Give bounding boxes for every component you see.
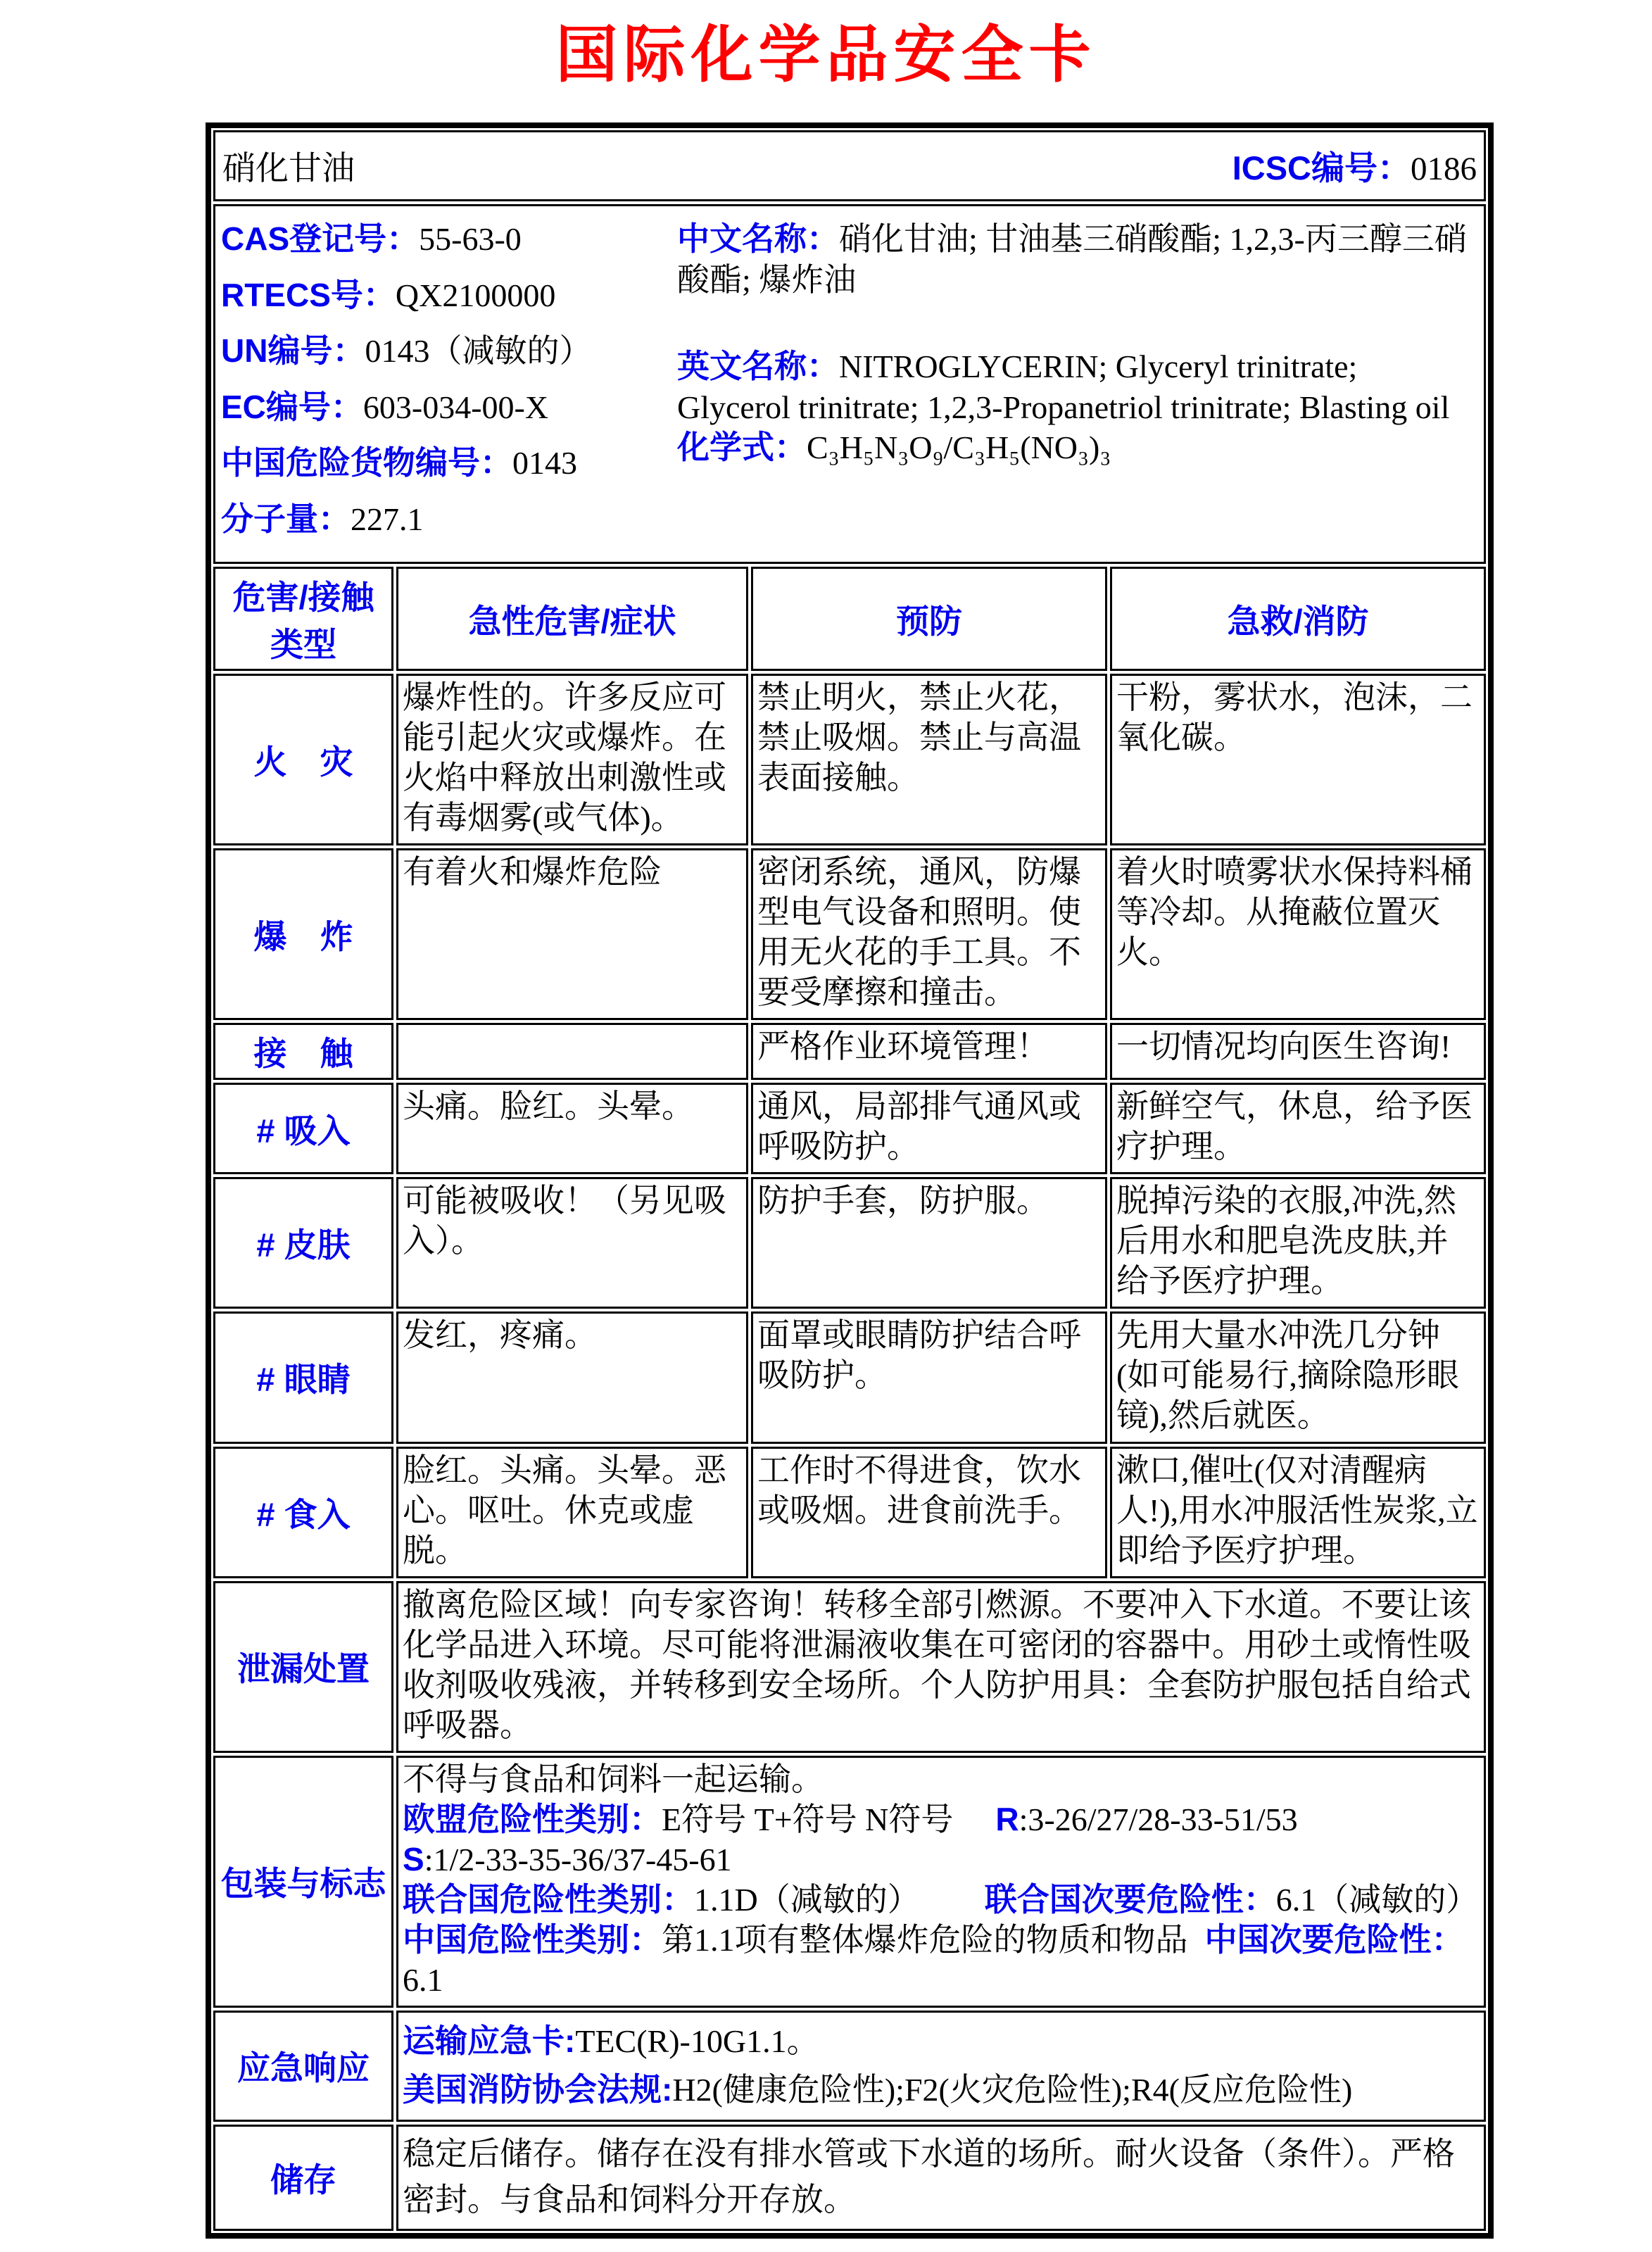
nfpa-code-label: 美国消防协会法规:: [403, 2070, 673, 2108]
cas-label: CAS登记号：: [221, 220, 420, 257]
un-class-value: 1.1D（减敏的）: [694, 1881, 920, 1918]
inhalation-symptoms: 头痛。脸红。头晕。: [396, 1083, 748, 1174]
ingestion-prevention: 工作时不得进食，饮水或吸烟。进食前洗手。: [751, 1447, 1107, 1578]
china-sub-risk-label: 中国次要危险性：: [1204, 1920, 1464, 1958]
china-class-label: 中国危险性类别：: [403, 1920, 662, 1958]
fire-symptoms: 爆炸性的。许多反应可能引起火灾或爆炸。在火焰中释放出刺激性或有毒烟雾(或气体)。: [396, 674, 748, 845]
row-label-eyes: # 眼睛: [213, 1311, 393, 1443]
substance-name: 硝化甘油: [222, 151, 355, 187]
rtecs-value: QX2100000: [395, 277, 556, 313]
skin-prevention: 防护手套，防护服。: [751, 1177, 1107, 1309]
nfpa-code-value: H2(健康危险性);F2(火灾危险性);R4(反应危险性): [672, 2071, 1353, 2108]
english-name-label: 英文名称：: [677, 348, 839, 384]
card-header-row: [213, 130, 1486, 201]
fire-prevention: 禁止明火，禁止火花，禁止吸烟。禁止与高温表面接触。: [751, 674, 1107, 845]
row-label-explosion: 爆 炸: [213, 848, 393, 1020]
identifier-ec: [221, 387, 677, 428]
identity-section: [213, 204, 1486, 564]
storage-text: 稳定后储存。储存在没有排水管或下水道的场所。耐火设备（条件）。严格密封。与食品和饲料分开存放。: [396, 2125, 1486, 2231]
eyes-first-aid: 先用大量水冲洗几分钟(如可能易行,摘除隐形眼镜),然后就医。: [1110, 1311, 1486, 1443]
row-label-skin: # 皮肤: [213, 1177, 393, 1309]
tec-card-value: TEC(R)-10G1.1。: [575, 2023, 819, 2059]
skin-first-aid: 脱掉污染的衣服,冲洗,然后用水和肥皂洗皮肤,并给予医疗护理。: [1110, 1177, 1486, 1309]
ingestion-first-aid: 漱口,催吐(仅对清醒病人!),用水冲服活性炭浆,立即给予医疗护理。: [1110, 1447, 1486, 1578]
row-label-storage: 储存: [213, 2125, 393, 2231]
exposure-prevention: 严格作业环境管理！: [751, 1023, 1107, 1080]
emergency-tec-line: [403, 2017, 1480, 2065]
row-label-emergency: 应急响应: [213, 2011, 393, 2122]
row-label-exposure: 接 触: [213, 1023, 393, 1080]
chinese-name-value: 硝化甘油; 甘油基三硝酸酯; 1,2,3-丙三醇三硝酸酯; 爆炸油: [677, 221, 1467, 298]
row-label-spill: 泄漏处置: [213, 1581, 393, 1753]
identifier-cas: [221, 219, 677, 260]
mol-weight-label: 分子量：: [221, 500, 351, 537]
exposure-first-aid: 一切情况均向医生咨询!: [1110, 1023, 1486, 1080]
col-header-prevention: 预防: [751, 567, 1107, 671]
chemical-formula: [677, 427, 1473, 468]
packaging-content: [396, 1756, 1486, 2008]
icsc-number: [1232, 142, 1477, 189]
packaging-eu-line: [403, 1799, 1480, 1839]
rtecs-label: RTECS号：: [221, 276, 396, 313]
eu-class-label: 欧盟危险性类别：: [403, 1800, 662, 1837]
col-header-first-aid: 急救/消防: [1110, 567, 1486, 671]
icsc-number-value: 0186: [1411, 151, 1477, 187]
packaging-un-line: [403, 1880, 1480, 1920]
page-title: 国际化学品安全卡: [555, 20, 1097, 89]
un-value: 0143（减敏的）: [365, 333, 592, 369]
english-name: [677, 346, 1473, 427]
formula-value: C₃H₅N₃O₉/C₃H₅(NO₃)₃: [807, 429, 1111, 465]
china-dg-label: 中国危险货物编号：: [221, 444, 512, 481]
un-sub-risk-label: 联合国次要危险性：: [984, 1880, 1276, 1918]
eu-class-value: E符号 T+符号 N符号: [662, 1801, 954, 1837]
spill-text: 撤离危险区域！向专家咨询！转移全部引燃源。不要冲入下水道。不要让该化学品进入环境。尽可能将泄漏液收集在可密闭的容器中。用砂土或惰性吸收剂吸收残液，并转移到安全场所。个人防护用具：全套防护服包括自给式呼吸器。: [396, 1581, 1486, 1753]
packaging-transport-line: 不得与食品和饲料一起运输。: [403, 1761, 824, 1797]
explosion-prevention: 密闭系统，通风，防爆型电气设备和照明。使用无火花的手工具。不要受摩擦和撞击。: [751, 848, 1107, 1020]
r-phrases-value: :3-26/27/28-33-51/53: [1019, 1801, 1298, 1837]
chinese-name-label: 中文名称：: [677, 220, 839, 257]
ingestion-symptoms: 脸红。头痛。头晕。恶心。呕吐。休克或虚脱。: [396, 1447, 748, 1578]
un-sub-risk-value: 6.1（减敏的）: [1275, 1881, 1479, 1918]
ec-value: 603-034-00-X: [362, 389, 549, 425]
row-label-fire: 火 灾: [213, 674, 393, 845]
inhalation-first-aid: 新鲜空气，休息，给予医疗护理。: [1110, 1083, 1486, 1174]
eyes-prevention: 面罩或眼睛防护结合呼吸防护。: [751, 1311, 1107, 1443]
chinese-name: [677, 219, 1473, 300]
ec-label: EC编号：: [221, 388, 363, 425]
formula-label: 化学式：: [677, 429, 807, 465]
emergency-content: [396, 2011, 1486, 2122]
explosion-first-aid: 着火时喷雾状水保持料桶等冷却。从掩蔽位置灭火。: [1110, 848, 1486, 1020]
col-header-hazard-type: 危害/接触类型: [213, 567, 393, 671]
mol-weight-value: 227.1: [351, 501, 424, 537]
exposure-symptoms: [396, 1023, 748, 1080]
packaging-s-line: [403, 1839, 1480, 1880]
row-label-packaging: 包装与标志: [213, 1756, 393, 2008]
skin-symptoms: 可能被吸收！（另见吸入）。: [396, 1177, 748, 1309]
icsc-page: [0, 6, 1652, 2239]
hazard-table: [213, 567, 1486, 2231]
col-header-symptoms: 急性危害/症状: [396, 567, 748, 671]
cas-value: 55-63-0: [419, 221, 522, 257]
icsc-card: [206, 122, 1494, 2239]
names-block: [677, 219, 1480, 555]
china-sub-risk-value: 6.1: [403, 1961, 443, 1998]
un-class-label: 联合国危险性类别：: [403, 1880, 694, 1918]
china-class-value: 第1.1项有整体爆炸危险的物质和物品: [662, 1921, 1188, 1958]
icsc-number-label: ICSC编号：: [1232, 149, 1411, 187]
fire-first-aid: 干粉，雾状水，泡沫，二氧化碳。: [1110, 674, 1486, 845]
emergency-nfpa-line: [403, 2065, 1480, 2114]
s-phrases-label: S: [403, 1840, 424, 1877]
identifier-un: [221, 331, 677, 372]
identifier-rtecs: [221, 275, 677, 316]
eyes-symptoms: 发红，疼痛。: [396, 1311, 748, 1443]
r-phrases-label: R: [995, 1800, 1019, 1837]
identifier-mol-weight: [221, 499, 677, 540]
english-name-value: NITROGLYCERIN; Glyceryl trinitrate; Glycerol trinitrate; 1,2,3-Propanetriol trinitrate; Blasting oil: [677, 348, 1450, 425]
un-label: UN编号：: [221, 332, 365, 369]
identifier-list: [221, 219, 677, 555]
row-label-inhalation: # 吸入: [213, 1083, 393, 1174]
identifier-china-dg: [221, 443, 677, 484]
inhalation-prevention: 通风，局部排气通风或呼吸防护。: [751, 1083, 1107, 1174]
explosion-symptoms: 有着火和爆炸危险: [396, 848, 748, 1020]
china-dg-value: 0143: [512, 445, 577, 481]
tec-card-label: 运输应急卡:: [403, 2022, 576, 2059]
row-label-ingestion: # 食入: [213, 1447, 393, 1578]
s-phrases-value: :1/2-33-35-36/37-45-61: [424, 1841, 732, 1877]
packaging-cn-line: [403, 1920, 1480, 2000]
